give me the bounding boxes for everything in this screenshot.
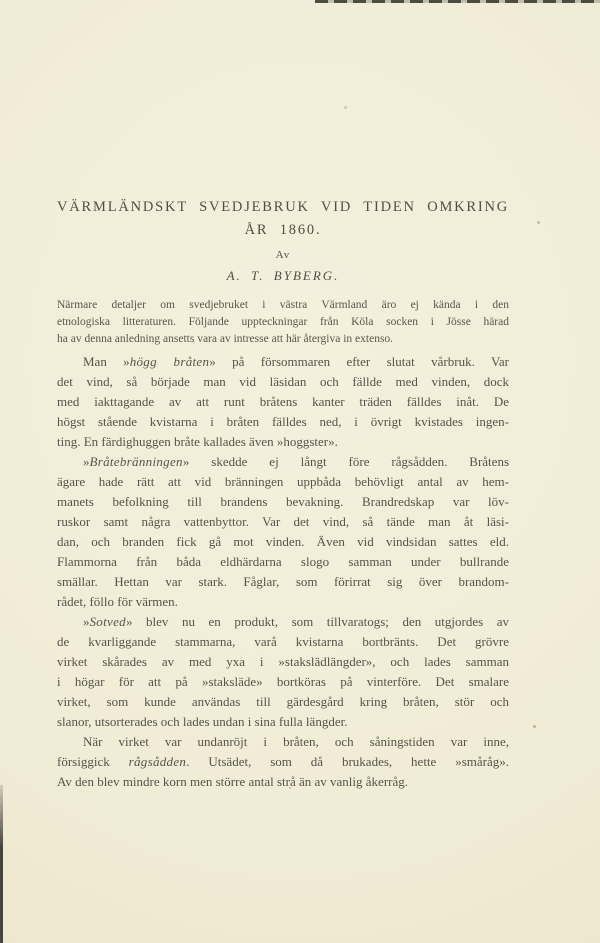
author-name: A. T. BYBERG.: [226, 268, 340, 283]
text-line: Av den blev mindre korn men större antal strå än av vanlig åkerråg.: [57, 774, 408, 789]
intro-paragraph: [57, 297, 509, 348]
text-line: slanor, utsorterades och lades undan i sina fulla längder.: [57, 714, 348, 729]
paper-speck: [537, 221, 540, 224]
text-line: Närmare detaljer om svedjebruket i västra Värmland äro ej kända i den: [57, 299, 509, 311]
text-line: virket skårades av med yxa i »stakslädlängder», och lades samman: [57, 654, 509, 669]
text-line: det vind, så började man vid läsidan och fällde med vinden, dock: [57, 374, 509, 389]
body-text: [57, 352, 509, 792]
page-content: [57, 0, 509, 792]
text-line: med iakttagande av att runt bråtens kanter träden fälldes inåt. De: [57, 394, 509, 409]
text-line: »Bråtebränningen» skedde ej långt före rågsådden. Bråtens: [83, 454, 509, 469]
text-line: manets befolkning till brandens bevakning. Brandredskap var löv-: [57, 494, 509, 509]
text-line: försiggick rågsådden. Utsädet, som då brukades, hette »småråg».: [57, 754, 509, 769]
text-line: Flammorna från båda eldhärdarna slogo samman under bullrande: [57, 554, 509, 569]
paper-speck: [533, 725, 536, 728]
text-line: smällar. Hettan var stark. Fåglar, som förirrat sig över brandom-: [57, 574, 509, 589]
text-line: ting. En färdighuggen bråte kallades även »hoggster».: [57, 434, 338, 449]
text-line: När virket var undanröjt i bråten, och såningstiden var inne,: [83, 734, 509, 749]
article-title-line1: VÄRMLÄNDSKT SVEDJEBRUK VID TIDEN OMKRING: [57, 199, 510, 215]
text-line: ruskor samt några vattenbyttor. Var det vind, så tände man åt läsi-: [57, 514, 509, 529]
article-title-line2: ÅR 1860.: [244, 222, 322, 238]
text-line: etnologiska litteraturen. Följande uppteckningar från Köla socken i Jösse härad: [57, 316, 509, 328]
text-line: ägare hade rätt att vid bränningen uppbåda behövligt antal av hem-: [57, 474, 509, 489]
text-line: dan, och branden fick gå mot vinden. Även vid vindsidan sattes eld.: [57, 534, 509, 549]
byline-av: Av: [275, 249, 291, 261]
text-line: i högar för att på »staksläde» bortköras på vinterföre. Det smalare: [57, 674, 509, 689]
text-line: de kvarliggande stammarna, varå kvistarna bortbränts. Det grövre: [57, 634, 509, 649]
text-line: Man »högg bråten» på försommaren efter slutat vårbruk. Var: [83, 354, 509, 369]
scan-edge-bottom-left: [0, 785, 3, 943]
text-line: virket, som kunde användas till gärdesgård kring bråten, stör och: [57, 694, 509, 709]
text-line: »Sotved» blev nu en produkt, som tillvaratogs; den utgjordes av: [83, 614, 509, 629]
text-line: högst stående kvistarna i bråten fälldes ned, i övrigt kvistades ingen-: [57, 414, 509, 429]
text-line: ha av denna anledning ansetts vara av intresse att här återgiva in extenso.: [57, 333, 394, 345]
text-line: rådet, föllo för värmen.: [57, 594, 178, 609]
